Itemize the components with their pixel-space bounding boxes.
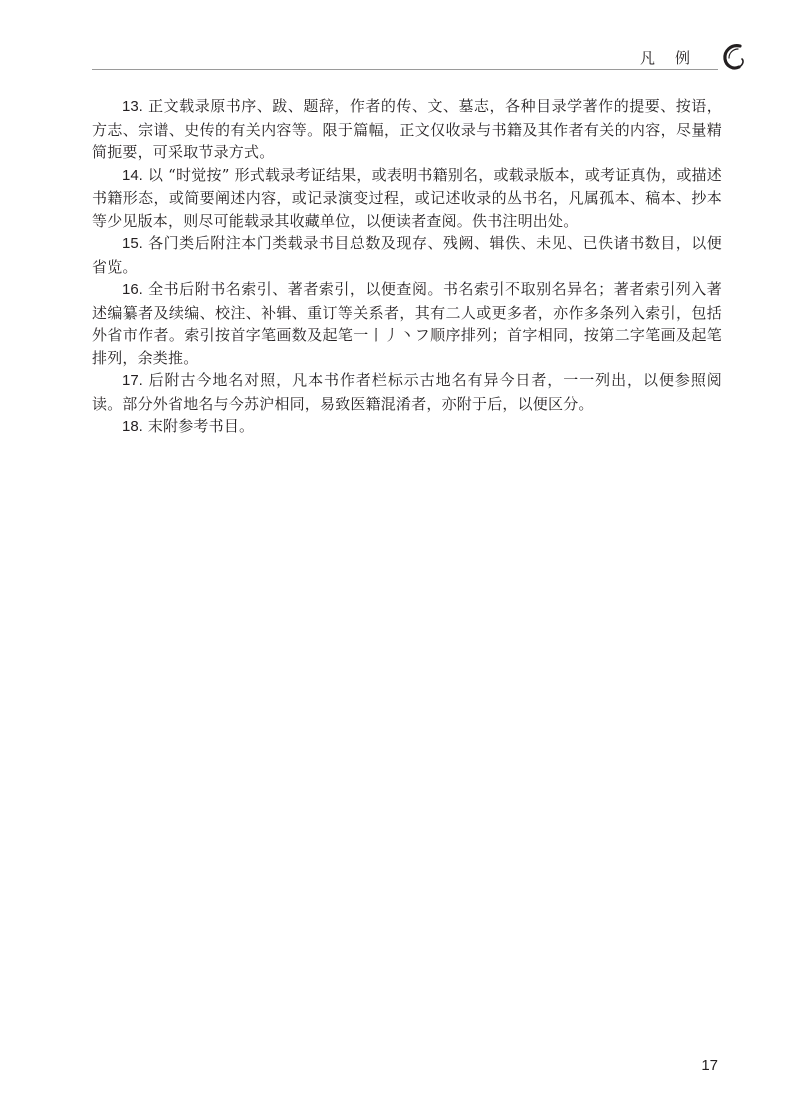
list-item: [92, 415, 722, 439]
page-number: 17: [701, 1057, 718, 1074]
item-text: 各门类后附注本门类载录书目总数及现存、残阙、辑佚、未见、已佚诸书数目，以便省览。: [92, 234, 722, 276]
item-text: 以 “时觉按” 形式载录考证结果，或表明书籍别名，或载录版本，或考证真伪，或描述书籍形态，或简要阐述内容，或记录演变过程，或记述收录的丛书名，凡属孤本、稿本、抄本等少见版本，则尽可能载录其收藏单位，以便读者查阅。佚书注明出处。: [92, 165, 722, 230]
item-text: 全书后附书名索引、著者索引，以便查阅。书名索引不取别名异名；著者索引列入著述编纂者及续编、校注、补辑、重订等关系者，其有二人或更多者，亦作多条列入索引，包括外省市作者。索引按首字笔画数及起笔一丨丿丶フ顺序排列；首字相同，按第二字笔画及起笔排列，余类推。: [92, 280, 722, 367]
header-rule: [92, 69, 718, 70]
item-number: 15.: [122, 235, 143, 252]
item-text: 末附参考书目。: [142, 417, 255, 435]
item-text: 后附古今地名对照，凡本书作者栏标示古地名有异今日者，一一列出，以便参照阅读。部分外省地名与今苏沪相同，易致医籍混淆者，亦附于后，以便区分。: [92, 371, 722, 413]
list-item: [92, 164, 722, 233]
running-header: [92, 44, 718, 68]
item-number: 17.: [122, 372, 143, 389]
item-number: 14.: [122, 166, 143, 184]
list-item: [92, 369, 722, 415]
header-ornament-icon: [722, 41, 748, 75]
list-item: [92, 278, 722, 369]
list-item: [92, 95, 722, 164]
item-text: 正文载录原书序、跋、题辞，作者的传、文、墓志，各种目录学著作的提要、按语，方志、宗谱、史传的有关内容等。限于篇幅，正文仅收录与书籍及其作者有关的内容，尽量精简扼要，可采取节录方式。: [92, 97, 722, 161]
header-title: 凡例: [639, 49, 710, 67]
body-text: [92, 95, 722, 439]
item-number: 18.: [122, 418, 143, 435]
list-item: [92, 232, 722, 278]
item-number: 16.: [122, 281, 143, 298]
item-number: 13.: [122, 98, 143, 115]
